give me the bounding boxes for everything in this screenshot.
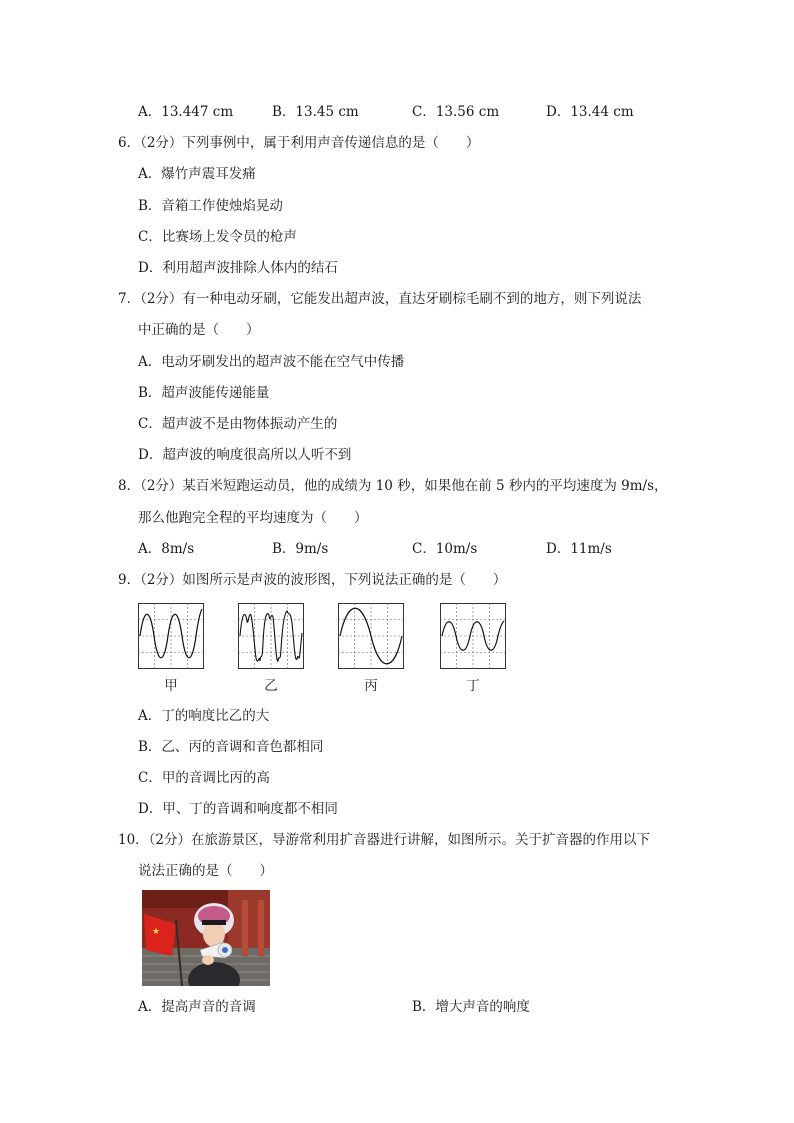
q7-option-d: D．超声波的响度很高所以人听不到 xyxy=(138,447,352,463)
q7-stem-line2: 中正确的是（ ） xyxy=(138,322,260,338)
waveform-bing xyxy=(338,603,404,669)
waveform-yi xyxy=(238,603,304,669)
q8-option-c: C．10m/s xyxy=(412,541,478,557)
q6-option-a: A．爆竹声震耳发痛 xyxy=(138,166,256,182)
q8-option-b: B．9m/s xyxy=(272,541,329,557)
q10-stem-line2: 说法正确的是（ ） xyxy=(138,863,273,879)
q10-option-b: B．增大声音的响度 xyxy=(412,999,530,1015)
q7-stem-line1: 7．（2分）有一种电动牙刷，它能发出超声波，直达牙刷棕毛刷不到的地方，则下列说法 xyxy=(118,291,642,307)
q9-option-b: B．乙、丙的音调和音色都相同 xyxy=(138,739,324,755)
q9-option-c: C．甲的音调比丙的高 xyxy=(138,770,270,786)
q7-option-b: B．超声波能传递能量 xyxy=(138,385,270,401)
q5-option-a: A．13.447 cm xyxy=(138,104,234,120)
q6-option-c: C．比赛场上发令员的枪声 xyxy=(138,229,297,245)
q6-stem: 6．（2分）下列事例中，属于利用声音传递信息的是（ ） xyxy=(118,135,480,151)
q5-option-b: B．13.45 cm xyxy=(272,104,359,120)
q8-stem-line2: 那么他跑完全程的平均速度为（ ） xyxy=(138,510,368,526)
q9-stem: 9．（2分）如图所示是声波的波形图，下列说法正确的是（ ） xyxy=(118,572,507,588)
tour-guide-photo xyxy=(142,890,270,986)
q5-option-d: D．13.44 cm xyxy=(546,104,634,120)
q5-option-c: C．13.56 cm xyxy=(412,104,500,120)
q7-option-c: C．超声波不是由物体振动产生的 xyxy=(138,416,338,432)
waveform-yi-label: 乙 xyxy=(264,678,278,694)
waveform-ding-label: 丁 xyxy=(466,678,480,694)
q9-option-a: A．丁的响度比乙的大 xyxy=(138,708,270,724)
q9-option-d: D．甲、丁的音调和响度都不相同 xyxy=(138,801,338,817)
q6-option-d: D．利用超声波排除人体内的结石 xyxy=(138,260,338,276)
q8-option-d: D．11m/s xyxy=(546,541,612,557)
q10-stem-line1: 10．（2分）在旅游景区，导游常利用扩音器进行讲解，如图所示。关于扩音器的作用以下 xyxy=(118,832,651,848)
svg-text:★: ★ xyxy=(152,927,161,937)
q6-option-b: B．音箱工作使烛焰晃动 xyxy=(138,198,283,214)
waveform-jia-label: 甲 xyxy=(164,678,178,694)
q7-option-a: A．电动牙刷发出的超声波不能在空气中传播 xyxy=(138,354,405,370)
q8-stem-line1: 8．（2分）某百米短跑运动员，他的成绩为 10 秒，如果他在前 5 秒内的平均速度为 9m/s， xyxy=(118,478,668,494)
waveform-bing-label: 丙 xyxy=(364,678,378,694)
waveform-ding xyxy=(440,603,506,669)
waveform-jia xyxy=(138,603,204,669)
q8-option-a: A．8m/s xyxy=(138,541,195,557)
q10-option-a: A．提高声音的音调 xyxy=(138,999,256,1015)
